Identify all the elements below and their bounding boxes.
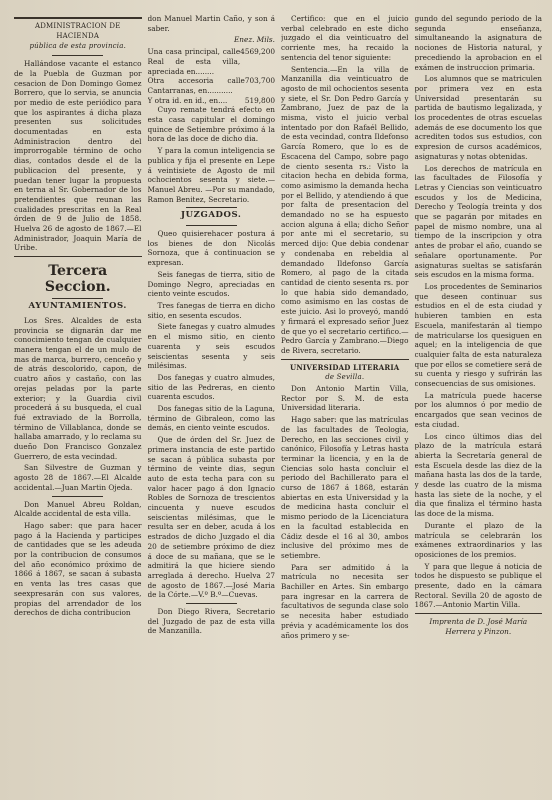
certifico-paragraph: Certifico: que en el juicio verbal celebrado en este dicho juzgado el dia veinticuatro del corriente mes, ha recaido la sentencia del tenor siguiente: (281, 14, 409, 62)
publique-paragraph: Y para que llegue á noticia de todos he dispuesto se publique el presente, dado en la cámara Rectoral. Sevilla 20 de agosto de 1867.—Antonio Martin Villa. (414, 561, 542, 610)
col4-continuation: gundo del segundo periodo de la segunda enseñanza, simultaneando la asignatura de nociones de Historia natural, y precediendo la aprobacion en el exámen de instruccion primaria. (414, 14, 542, 72)
divider (52, 55, 103, 56)
divider (186, 225, 237, 226)
col2-continuation: don Manuel Martin Caño, y son á saber. (147, 14, 275, 33)
columns (14, 14, 542, 794)
sentencia-paragraph: Sentencia.—En la villa de Manzanilla dia veinticuatro de agosto de mil ochocientos sesenta y siete, el Sr. Don Pedro García y Zambrano, Juez de paz de la misma, visto el juicio verbal intentado por don Rafaél Bellido, de esta vecindad, contra Ildefonso García Romero, que lo es de Escacena del Campo, sobre pago de ciento sesenta rs.: Visto la citacion hecha en debida forma, como asimismo la demanda hecha por el Bellido, y atendiendo á que por falta de presentacion del demandado no se ha espuesto accion alguna á ella; dicho Señor por ante mi el secretario, su merced dijo: Que debia condenar y condenaba en rebeldia al demandado Ildefonso García Romero, al pago de la citada cantidad de ciento sesenta rs. por lo que habia sido demandado, como asimismo en las costas de este juicio. Asi lo proveyó, mandó y firmará el expresado señor Juez de que yo el secretario certifico.—Pedro García y Zambrano.—Diego de Rivera, secretario. (281, 64, 409, 355)
divider (281, 359, 409, 360)
ayuntamientos-heading: AYUNTAMIENTOS. (28, 301, 127, 312)
ledger-label: Una casa principal, calle Real de esta villa, apreciada en........ (147, 47, 241, 76)
ledger-value: 703,700 (244, 76, 275, 86)
admin-subtitle: pública de esta provincia. (29, 42, 127, 51)
divider (186, 603, 237, 604)
alumnos-paragraph: Los alumnos que se matriculen por primera vez en esta Universidad presentarán su partida de bautismo legalizada, y los procedentes de otras escuelas además de ese documento los que acrediten todos sus estudios, con expresion de cursos académicos, asignaturas y notas obtenidas. (414, 74, 542, 161)
imprint: Imprenta de D. José María Herrera y Pinzon. (429, 617, 528, 636)
rivera-paragraph: Don Diego Rivera, Secretario del Juzgado de paz de esta villa de Manzanilla. (147, 607, 275, 636)
ledger-row (148, 47, 276, 76)
juzgado-paragraph: Dos fanegas y cuatro almudes, sitio de las Pedreras, en ciento cuarenta escudos. (147, 372, 275, 402)
derechos-paragraph: Los derechos de matrícula en las facultades de Filosofía y Letras y Ciencias son veinticuatro escudos y los de Medicina, Derecho y Teología treinta y dos que se pagarán por mitades en papel de mismo nombre, una al tiempo de la inscripcion y otra antes de probar el año, cuando se señalare oportunamente. Por asignaturas sueltas se satisfarán seis escudos en la misma forma. (414, 163, 542, 280)
divider (52, 496, 103, 497)
juzgado-paragraph: Dos fanegas sitio de la Laguna, término de Gibraleon, como las demás, en ciento veinte escudos. (147, 404, 275, 433)
ledger-label: Otra accesoria calle Cantarranas, en........... (147, 76, 245, 95)
ledger-value: 519,800 (244, 95, 275, 105)
top-rule (14, 17, 142, 19)
notice-mulo: Los Sres. Alcaldes de esta provincia se dignarán dar me conocimiento tengan de cualquier manera tengan el de un mulo de mas de marca, burrero, cenceño y de atrás descolorido, capon, de cuatro años y castaño, con las orejas peladas por la parte exterior; y la Guardia civil procederá á su busqueda, el cual fué extraviado de la Borrolla, término de Villablanca, donde se hallaba amarrado, y lo reclama su dueño Don Francisco Gonzalez Guerrero, de esta vecindad. (14, 315, 142, 461)
divider (186, 207, 237, 208)
admin-title: ADMINISTRACION DE HACIENDA (34, 22, 121, 40)
juzgados-heading: JUZGADOS. (181, 210, 242, 221)
universidad-title: UNIVERSIDAD LITERARIA (290, 362, 400, 372)
notice-mulo-signature: San Silvestre de Guzman y agosto 28 de 1867.—El Alcalde accidental.—Juan Martin Ojeda. (14, 463, 142, 492)
section-title: Tercera Seccion. (44, 263, 111, 296)
divider (52, 298, 103, 299)
ledger-label: Y otra id. en id., en.... (147, 95, 228, 105)
column-3 (281, 14, 409, 794)
ledger (148, 47, 276, 105)
juzgado-paragraph: Queo quisierehacer postura á los bienes de don Nicolás Sornoza, que á continuacion se expresan. (147, 229, 275, 268)
column-1 (14, 14, 142, 794)
divider (14, 256, 142, 257)
column-4 (415, 14, 543, 794)
column-2 (148, 14, 276, 794)
ledger-value: 4569,200 (240, 47, 275, 57)
publica-paragraph: Y para la comun inteligencia se publica y fija el presente en Lepe á veintisiete de Agosto de mil ochocientos sesenta y siete.—Manuel Abreu. —Por su mandado, Ramon Benitez, Secretario. (147, 146, 275, 204)
ledger-header: Enez. Mils. (233, 35, 275, 45)
juzgado-paragraph: Siete fanegas y cuatro almudes en el mismo sitio, en ciento cuarenta y seis escudos seiscientas sesenta y seis milésimas. (147, 322, 275, 371)
ledger-row (148, 96, 276, 106)
seminarios-paragraph: Los procedentes de Seminarios que deseen continuar sus estudios en el de esta ciudad y hubieren tambien en esta Escuela, manifestarán al tiempo de matricularse los quesiguen en aquel; en la inteligencia de que cualquier falta de esta naturaleza que por ellos se cometiere será de su cuenta y riesgo y sufrirán las consecuencias de sus omisiones. (414, 281, 542, 389)
notice-abreu-body: Hago saber: que para hacer pago á la Hacienda y participes de cantidades que se les adeuda por la contribucion de consumos del año económico próximo de 1866 á 1867, se sacan á subasta en venta las tres casas que seexpresarán con sus valores, propias del arrendador de los derechos de dicha contribucion (14, 520, 142, 618)
juzgado-paragraph: Que de órden del Sr. Juez de primera instancia de este partido se sacan á pública subasta por término de veinte dias, segun auto de esta techa para con su valor hacer pago á don Ignacio Robles de Sornoza de trescientos cincuenta y nueve escudos seiscientas milésimas, que le resulta ser en deber, acuda á los estrados de dicho Juzgado el dia 20 de setiembre próximo de diez á doce de su mañana, que se le admitirá la que hiciere siendo arreglada á derecho. Huelva 27 de agosto de 1867.—José Maria de la Córte.—V.º B.º—Cuevas. (147, 435, 275, 600)
plazo-paragraph: Los cinco últimos dias del plazo de la matrícula estará abierta la Secretaría general de esta Escuela desde las diez de la mañana hasta las dos de la tarde, y desde las cuatro de la misma hasta las siete de la noche, y el dia que finaliza el término hasta las doce de la misma. (414, 431, 542, 519)
universidad-subtitle: de Sevilla. (325, 373, 365, 382)
rector-paragraph: Don Antonio Martin Villa, Rector por S. M. de esta Universidad literaria. (281, 384, 409, 413)
remate-paragraph: Cuyo remate tendrá efecto en esta casa capitular el domingo quince de Setiembre próximo á la hora de las doce de dicho dia. (147, 105, 275, 144)
notice-estanco: Hallándose vacante el estanco de la Puebla de Guzman por cesacion de Don Domingo Gomez Borrero, que lo servia, se anuncia por medio de este periódico para que los aspirantes á dicha plaza presenten sus solicitudes documentadas en esta Administracion dentro del improrrogable término de ocho dias, contados desde el de la publicacion del presente, y puedan tener lugar la propuesta en terna al Sr. Gobernador de los pretendientes que reunan las cualidades prescritas en la Real órden de 9 de Julio de 1858. Huelva 26 de agosto de 1867.—El Administrador, Joaquin María de Uribe. (14, 59, 142, 253)
matriculas-paragraph: Hago saber: que las matrículas de las facultades de Teologia, Derecho, en las secciones civil y canónico, Filosofía y Letras hasta terminar la licencia, y en la de Ciencias solo hasta concluir el periodo del Bachillerato para el curso de 1867 á 1868, estarán abiertas en esta Universidad y la de medicina hasta concluir el mismo periodo de la Licenciatura en la facultad establecida en Cádiz desde el 16 al 30, ambos inclusive del próximo mes de setiembre. (281, 415, 409, 560)
admision-paragraph: Para ser admitido á la matrícula no necesita ser Bachiller en Artes. Sin embargo para ingresar en la carrera de facultativos de segunda clase solo se necesita haber estudiado prévia y académicamente los dos años primero y se- (281, 562, 409, 640)
ledger-row (148, 76, 276, 95)
matricula-paragraph: La matrícula puede hacerse por los alumnos ó por medio de encargados que sean vecinos de esta ciudad. (414, 390, 542, 429)
examenes-paragraph: Durante el plazo de la matrícula se celebrarán los exámenes extraordinarios y las oposiciones de los premios. (414, 520, 542, 559)
notice-abreu-intro: Don Manuel Abreu Roldan, Alcalde accidental de esta villa. (14, 499, 142, 519)
juzgado-paragraph: Seis fanegas de tierra, sitio de Domingo Negro, apreciadas en ciento veinte escudos. (147, 269, 275, 299)
divider (415, 613, 543, 614)
juzgado-paragraph: Tres fanegas de tierra en dicho sitio, en sesenta escudos. (147, 300, 275, 320)
